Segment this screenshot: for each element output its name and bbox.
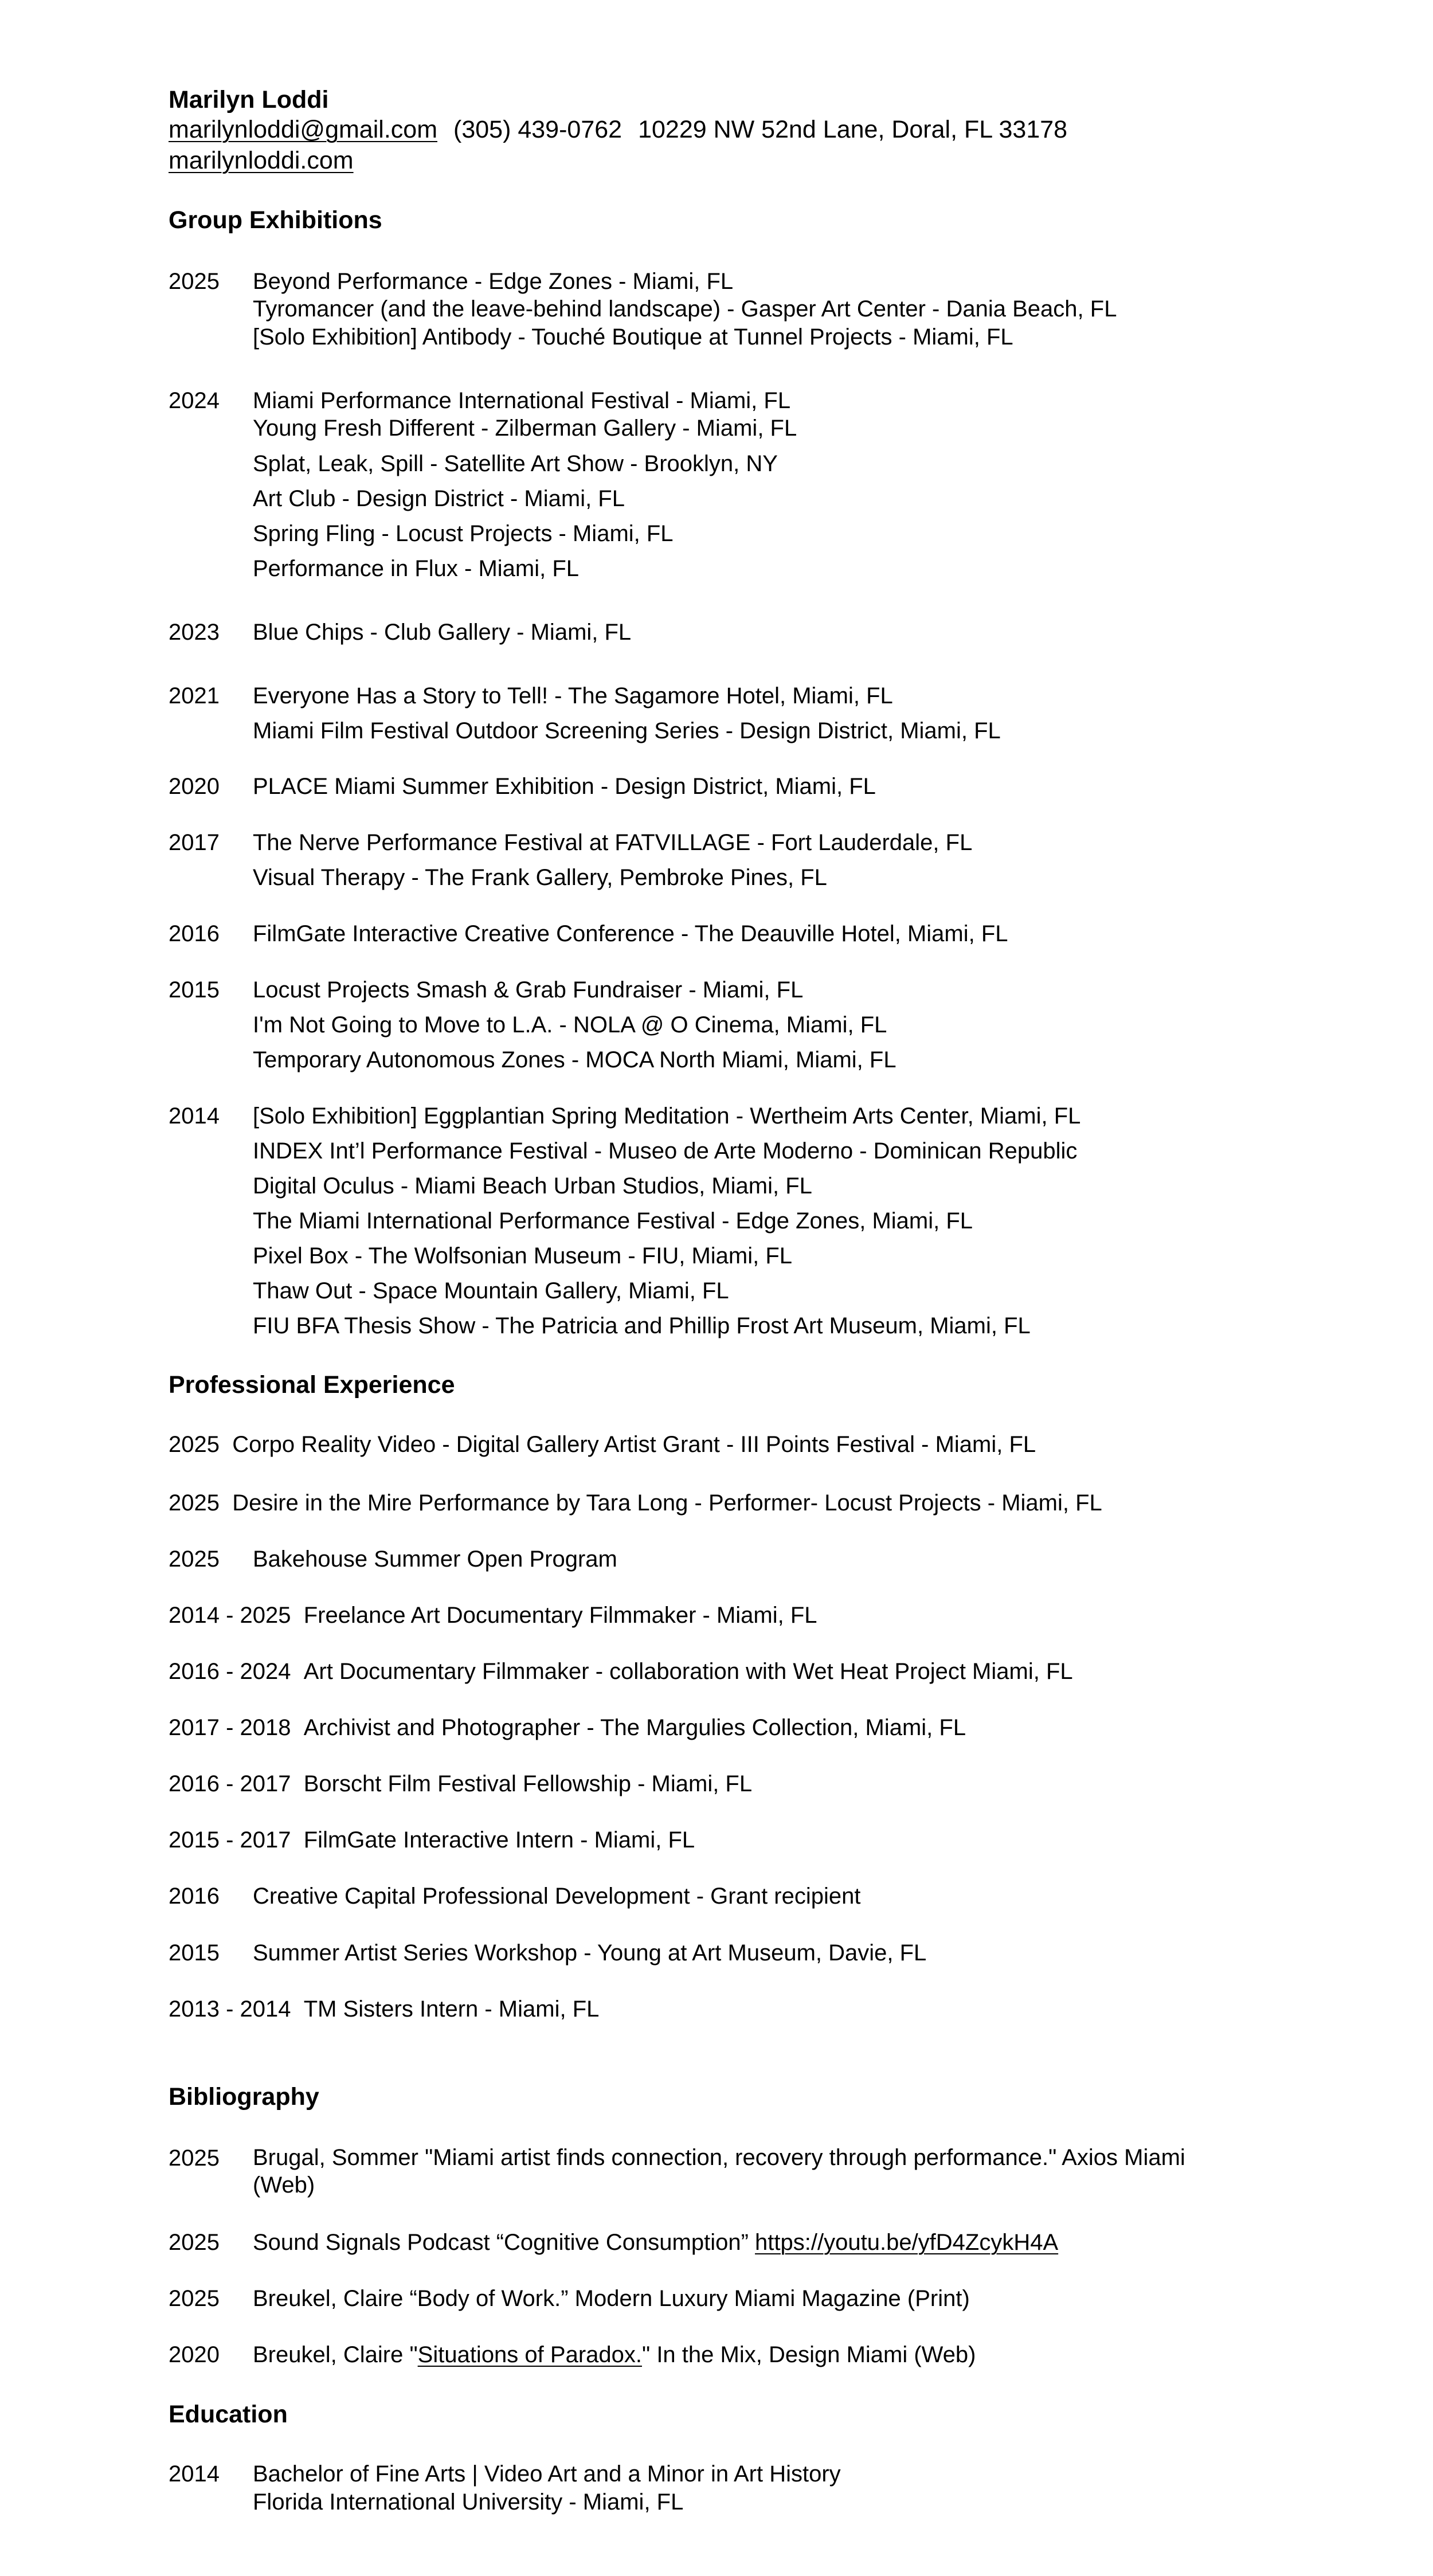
exhibition-item: Locust Projects Smash & Grab Fundraiser - Miami, FL [253, 977, 804, 1003]
youtube-link[interactable]: https://youtu.be/yfD4ZcykH4A [755, 2230, 1059, 2255]
experience-text: Archivist and Photographer - The Margulies Collection, Miami, FL [303, 1715, 966, 1740]
exhibition-year: 2025 [169, 269, 220, 294]
bibliography-year: 2025 [169, 2146, 220, 2171]
experience-text: TM Sisters Intern - Miami, FL [303, 1996, 600, 2022]
address: 10229 NW 52nd Lane, Doral, FL 33178 [638, 116, 1068, 143]
bibliography-year: 2025 [169, 2286, 220, 2311]
contact-line [169, 115, 1067, 144]
phone-number: (305) 439-0762 [453, 116, 622, 143]
exhibition-item: Temporary Autonomous Zones - MOCA North Miami, Miami, FL [253, 1047, 896, 1072]
exhibition-item: Performance in Flux - Miami, FL [253, 556, 580, 581]
exhibition-year: 2014 [169, 1103, 220, 1129]
education-year: 2014 [169, 2461, 220, 2487]
experience-year: 2016 [169, 1884, 220, 1909]
exhibition-item: INDEX Int’l Performance Festival - Museo de Arte Moderno - Dominican Republic [253, 1138, 1078, 1164]
exhibition-item: Miami Film Festival Outdoor Screening Series - Design District, Miami, FL [253, 718, 1001, 743]
experience-text: FilmGate Interactive Intern - Miami, FL [303, 1827, 695, 1853]
exhibition-item: Visual Therapy - The Frank Gallery, Pembroke Pines, FL [253, 865, 827, 890]
exhibition-item: Splat, Leak, Spill - Satellite Art Show - Brooklyn, NY [253, 451, 778, 476]
exhibition-item: FilmGate Interactive Creative Conference - The Deauville Hotel, Miami, FL [253, 921, 1008, 946]
exhibition-item: [Solo Exhibition] Antibody - Touché Boutique at Tunnel Projects - Miami, FL [253, 324, 1013, 350]
experience-year: 2013 - 2014 [169, 1996, 291, 2022]
exhibition-year: 2021 [169, 683, 220, 708]
exhibition-item: Tyromancer (and the leave-behind landscape) - Gasper Art Center - Dania Beach, FL [253, 296, 1117, 322]
professional-experience-heading: Professional Experience [169, 1371, 455, 1399]
exhibition-item: Digital Oculus - Miami Beach Urban Studios, Miami, FL [253, 1173, 812, 1199]
experience-text: Desire in the Mire Performance by Tara Long - Performer- Locust Projects - Miami, FL [232, 1490, 1102, 1516]
bibliography-text: Breukel, Claire “Body of Work.” Modern Luxury Miami Magazine (Print) [253, 2286, 970, 2311]
experience-year: 2017 - 2018 [169, 1715, 291, 1740]
exhibition-item: The Nerve Performance Festival at FATVILLAGE - Fort Lauderdale, FL [253, 830, 973, 855]
experience-text: Borscht Film Festival Fellowship - Miami, FL [303, 1771, 753, 1796]
experience-text: Corpo Reality Video - Digital Gallery Artist Grant - III Points Festival - Miami, FL [232, 1432, 1036, 1457]
experience-year: 2016 - 2024 [169, 1659, 291, 1684]
exhibition-item: Beyond Performance - Edge Zones - Miami, FL [253, 269, 734, 294]
exhibition-year: 2015 [169, 977, 220, 1003]
bibliography-year: 2020 [169, 2342, 220, 2367]
degree-line: Bachelor of Fine Arts | Video Art and a Minor in Art History [253, 2461, 841, 2487]
exhibition-item: Young Fresh Different - Zilberman Gallery - Miami, FL [253, 416, 797, 441]
exhibition-item: [Solo Exhibition] Eggplantian Spring Meditation - Wertheim Arts Center, Miami, FL [253, 1103, 1081, 1129]
group-exhibitions-heading: Group Exhibitions [169, 206, 382, 234]
experience-text: Summer Artist Series Workshop - Young at Art Museum, Davie, FL [253, 1940, 927, 1966]
bibliography-text: Breukel, Claire " [253, 2342, 418, 2367]
experience-year: 2025 [169, 1490, 220, 1516]
website-line [169, 146, 354, 175]
exhibition-year: 2016 [169, 921, 220, 946]
school-line: Florida International University - Miami, FL [253, 2489, 684, 2515]
exhibition-item: Thaw Out - Space Mountain Gallery, Miami, FL [253, 1278, 729, 1303]
experience-year: 2016 - 2017 [169, 1771, 291, 1796]
experience-year: 2015 [169, 1940, 220, 1966]
bibliography-text: Brugal, Sommer "Miami artist finds connection, recovery through performance." Axios Miami (Web) [253, 2145, 1185, 2198]
exhibition-item: The Miami International Performance Festival - Edge Zones, Miami, FL [253, 1208, 973, 1234]
email-link[interactable]: marilynloddi@gmail.com [169, 116, 438, 143]
exhibition-item: I'm Not Going to Move to L.A. - NOLA @ O Cinema, Miami, FL [253, 1012, 887, 1038]
website-link[interactable]: marilynloddi.com [169, 147, 354, 174]
experience-text: Freelance Art Documentary Filmmaker - Miami, FL [303, 1603, 817, 1628]
exhibition-item: Spring Fling - Locust Projects - Miami, FL [253, 521, 674, 546]
exhibition-item: Art Club - Design District - Miami, FL [253, 486, 625, 511]
exhibition-year: 2024 [169, 388, 220, 413]
exhibition-item: Blue Chips - Club Gallery - Miami, FL [253, 620, 632, 645]
exhibition-item: Pixel Box - The Wolfsonian Museum - FIU, Miami, FL [253, 1243, 793, 1269]
exhibition-item: FIU BFA Thesis Show - The Patricia and Phillip Frost Art Museum, Miami, FL [253, 1313, 1031, 1338]
bibliography-year: 2025 [169, 2230, 220, 2255]
article-link[interactable]: Situations of Paradox. [417, 2342, 642, 2367]
exhibition-item: Miami Performance International Festival - Miami, FL [253, 388, 791, 413]
bibliography-heading: Bibliography [169, 2083, 319, 2111]
experience-year: 2014 - 2025 [169, 1603, 291, 1628]
experience-year: 2015 - 2017 [169, 1827, 291, 1853]
exhibition-year: 2017 [169, 830, 220, 855]
bibliography-text: " In the Mix, Design Miami (Web) [642, 2342, 976, 2367]
bibliography-text: Sound Signals Podcast “Cognitive Consumption” [253, 2230, 755, 2255]
experience-year: 2025 [169, 1432, 220, 1457]
education-heading: Education [169, 2401, 288, 2428]
exhibition-item: Everyone Has a Story to Tell! - The Sagamore Hotel, Miami, FL [253, 683, 893, 708]
experience-text: Creative Capital Professional Development - Grant recipient [253, 1884, 861, 1909]
exhibition-year: 2020 [169, 774, 220, 799]
exhibition-item: PLACE Miami Summer Exhibition - Design District, Miami, FL [253, 774, 876, 799]
resume-name: Marilyn Loddi [169, 86, 329, 113]
experience-text: Bakehouse Summer Open Program [253, 1547, 617, 1572]
experience-text: Art Documentary Filmmaker - collaboration with Wet Heat Project Miami, FL [303, 1659, 1073, 1684]
experience-year: 2025 [169, 1547, 220, 1572]
exhibition-year: 2023 [169, 620, 220, 645]
